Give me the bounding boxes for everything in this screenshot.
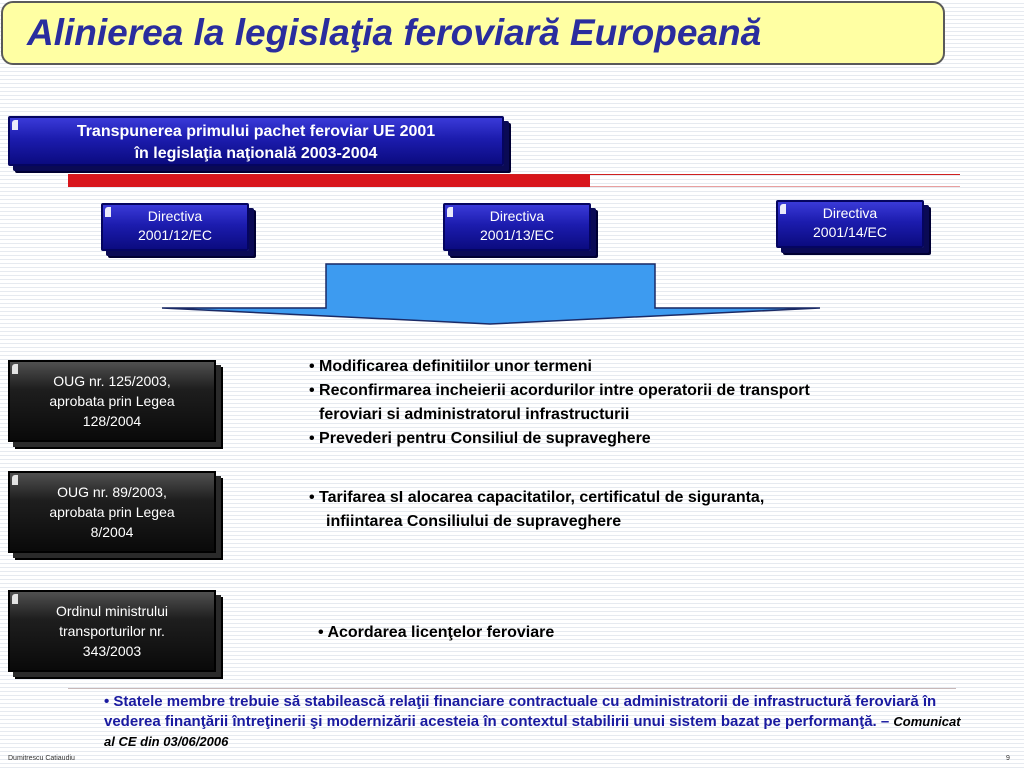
law-line3: 8/2004	[90, 524, 134, 540]
directive-number: 2001/12/EC	[138, 227, 212, 243]
law-line2: transporturilor nr.	[59, 623, 165, 639]
conclusion-text	[104, 692, 964, 752]
directive-number: 2001/14/EC	[813, 224, 887, 240]
law-line2: aprobata prin Legea	[49, 393, 175, 409]
directive-label: Directiva	[822, 205, 878, 221]
law-bullets-oug-89	[309, 486, 764, 534]
directive-box-14	[776, 200, 924, 248]
box-highlight	[12, 364, 18, 374]
directive-number: 2001/13/EC	[480, 227, 554, 243]
bullet-item: • Reconfirmarea incheierii acordurilor intre operatorii de transport	[309, 382, 810, 399]
box-highlight	[12, 594, 18, 604]
law-line1: OUG nr. 125/2003,	[53, 373, 171, 389]
bullet-item-continuation: feroviari si administratorul infrastructurii	[319, 406, 630, 423]
law-bullets-oug-125	[309, 355, 810, 451]
convergence-arrow	[160, 262, 822, 326]
bullet-item: • Acordarea licenţelor feroviare	[318, 624, 555, 641]
law-bullets-ordin-343	[318, 621, 554, 645]
law-box-oug-125	[8, 360, 216, 442]
directive-box-13	[443, 203, 591, 251]
box-highlight	[447, 207, 453, 217]
bullet-item: • Modificarea definitiilor unor termeni	[309, 358, 592, 375]
box-highlight	[780, 204, 786, 214]
box-highlight	[105, 207, 111, 217]
box-highlight	[12, 475, 18, 485]
conclusion-body: • Statele membre trebuie să stabilească relaţii financiare contractuale cu administratorii de infrastructură feroviară în vederea finanţării întreţinerii şi modernizării acesteia în contextul stabilirii unui sistem bazat pe performanţă. –	[104, 693, 937, 730]
timeline-line-bottom	[590, 186, 960, 187]
bullet-item: • Tarifarea sI alocarea capacitatilor, certificatul de siguranta,	[309, 489, 765, 506]
arrow-shape	[162, 264, 820, 324]
box-highlight	[12, 120, 18, 130]
conclusion-source: Comunicat al CE din 03/06/2006	[104, 714, 961, 749]
directive-label: Directiva	[147, 208, 203, 224]
package-header-line2: în legislaţia naţională 2003-2004	[134, 145, 378, 162]
timeline-red-bar	[68, 175, 590, 187]
conclusion-separator	[68, 688, 956, 689]
package-header-line1: Transpunerea primului pachet feroviar UE 2001	[76, 123, 436, 140]
package-header-box	[8, 116, 504, 166]
law-line3: 128/2004	[82, 413, 142, 429]
title-banner	[1, 1, 945, 65]
footer-author: Dumitrescu Catiaudiu	[8, 755, 75, 762]
law-line1: Ordinul ministrului	[55, 603, 169, 619]
directive-label: Directiva	[489, 208, 545, 224]
page-title: Alinierea la legislaţia feroviară Europeană	[27, 12, 762, 53]
bullet-item: • Prevederi pentru Consiliul de supraveghere	[309, 430, 651, 447]
law-box-ordin-343	[8, 590, 216, 672]
page-number: 9	[1006, 755, 1010, 762]
bullet-item-continuation: infiintarea Consiliului de supraveghere	[326, 513, 622, 530]
law-line2: aprobata prin Legea	[49, 504, 175, 520]
law-line3: 343/2003	[82, 643, 142, 659]
directive-box-12	[101, 203, 249, 251]
law-box-oug-89	[8, 471, 216, 553]
law-line1: OUG nr. 89/2003,	[57, 484, 167, 500]
